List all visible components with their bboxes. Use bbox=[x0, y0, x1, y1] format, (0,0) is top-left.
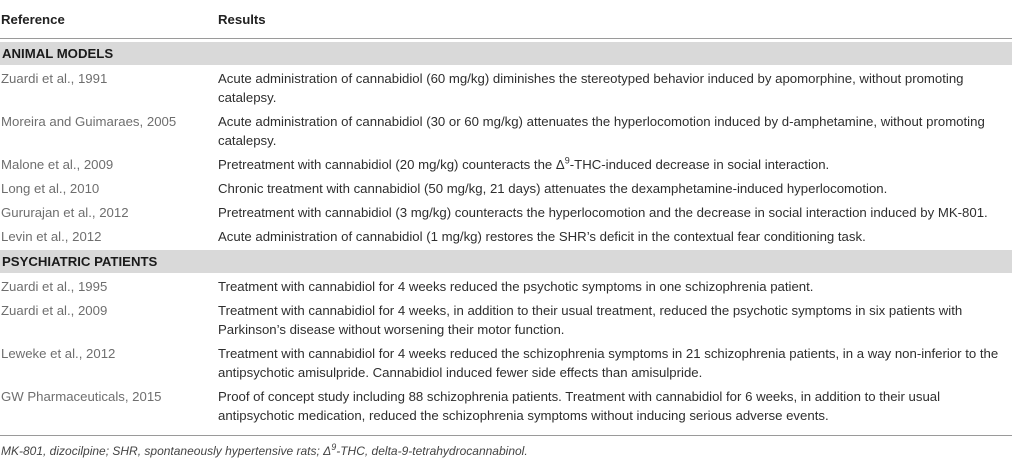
result-cell: Treatment with cannabidiol for 4 weeks reduced the psychotic symptoms in one schizophrenia patient. bbox=[218, 279, 814, 294]
table-bottom-rule bbox=[0, 435, 1012, 436]
superscript: 9 bbox=[564, 155, 570, 166]
result-cell: Acute administration of cannabidiol (60 mg/kg) diminishes the stereotyped behavior induced by apomorphine, without promoting catalepsy. bbox=[218, 71, 964, 105]
reference-cell: Zuardi et al., 1995 bbox=[1, 279, 108, 294]
result-cell: Pretreatment with cannabidiol (3 mg/kg) counteracts the hyperlocomotion and the decrease in social interaction induced by MK-801. bbox=[218, 205, 988, 220]
table-row bbox=[0, 226, 1012, 250]
section-header-psychiatric-patients bbox=[0, 250, 1012, 273]
result-cell: Proof of concept study including 88 schizophrenia patients. Treatment with cannabidiol for 6 weeks, in addition to their usual antipsychotic medication, reduced the schizophrenia symptoms without inducing serious adverse events. bbox=[218, 389, 941, 423]
section-header-animal-models bbox=[0, 42, 1012, 65]
header-results: Results bbox=[218, 0, 1012, 39]
reference-cell: Zuardi et al., 1991 bbox=[1, 71, 108, 86]
table-row bbox=[0, 386, 1012, 429]
result-cell bbox=[218, 154, 1012, 178]
reference-cell: Moreira and Guimaraes, 2005 bbox=[1, 114, 177, 129]
section-title: ANIMAL MODELS bbox=[0, 42, 1012, 65]
table-row bbox=[0, 111, 1012, 154]
table-row bbox=[0, 178, 1012, 202]
result-cell: Treatment with cannabidiol for 4 weeks, in addition to their usual treatment, reduced the psychotic symptoms in six patients with Parkinson’s disease without worsening their motor function. bbox=[218, 303, 963, 337]
result-cell: Treatment with cannabidiol for 4 weeks reduced the schizophrenia symptoms in 21 schizophrenia patients, in a way non-inferior to the antipsychotic amisulpride. Cannabidiol induced fewer side effects than amisulpride. bbox=[218, 346, 999, 380]
result-text-post: -THC-induced decrease in social interaction. bbox=[569, 157, 830, 172]
table-row bbox=[0, 154, 1012, 178]
table-row bbox=[0, 276, 1012, 300]
table-footnote bbox=[0, 444, 1012, 458]
result-text-pre: Pretreatment with cannabidiol (20 mg/kg) counteracts the Δ bbox=[218, 157, 565, 172]
reference-cell: Levin et al., 2012 bbox=[1, 229, 102, 244]
table-header-row bbox=[0, 0, 1012, 39]
table-row bbox=[0, 68, 1012, 111]
footnote-text-pre: MK-801, dizocilpine; SHR, spontaneously hypertensive rats; Δ bbox=[1, 444, 332, 458]
table-row bbox=[0, 202, 1012, 226]
reference-cell: Leweke et al., 2012 bbox=[1, 346, 116, 361]
footnote-superscript: 9 bbox=[331, 442, 337, 452]
result-cell: Acute administration of cannabidiol (30 or 60 mg/kg) attenuates the hyperlocomotion induced by d-amphetamine, without promoting catalepsy. bbox=[218, 114, 985, 148]
section-title: PSYCHIATRIC PATIENTS bbox=[0, 250, 1012, 273]
reference-cell: GW Pharmaceuticals, 2015 bbox=[1, 389, 162, 404]
result-cell: Chronic treatment with cannabidiol (50 mg/kg, 21 days) attenuates the dexamphetamine-induced hyperlocomotion. bbox=[218, 181, 888, 196]
table-row bbox=[0, 300, 1012, 343]
reference-cell: Zuardi et al., 2009 bbox=[1, 303, 108, 318]
header-reference: Reference bbox=[0, 0, 218, 39]
reference-cell: Gururajan et al., 2012 bbox=[1, 205, 129, 220]
result-cell: Acute administration of cannabidiol (1 mg/kg) restores the SHR’s deficit in the contextual fear conditioning task. bbox=[218, 229, 866, 244]
reference-cell: Malone et al., 2009 bbox=[1, 157, 114, 172]
footnote-text-post: -THC, delta-9-tetrahydrocannabinol. bbox=[336, 444, 528, 458]
reference-cell: Long et al., 2010 bbox=[1, 181, 100, 196]
table-row bbox=[0, 343, 1012, 386]
